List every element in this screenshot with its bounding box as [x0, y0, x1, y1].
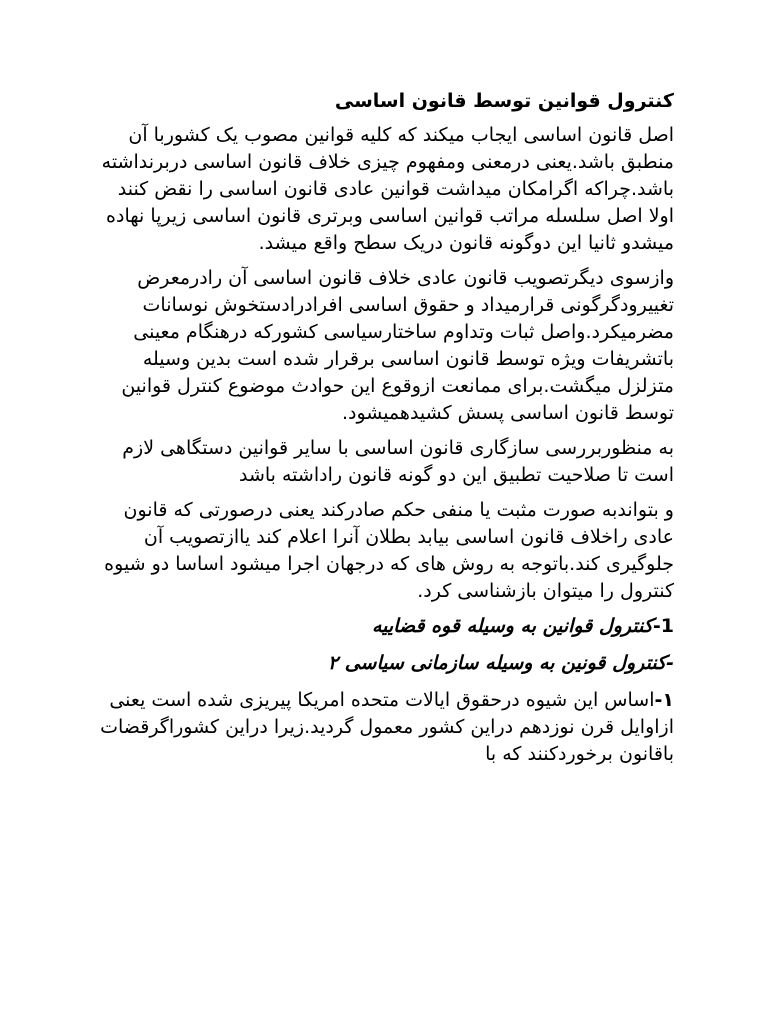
- paragraph-4: و بتواندبه صورت مثبت یا منفی حکم صادرکند یعنی درصورتی که قانون عادی راخلاف قانون اساسی بیابد بطلان آنرا اعلام کند یاازتصویب آن جلوگیری کند.باتوجه به روش های که درجهان اجرا میشود اساسا دو شیوه کنترول را میتوان بازشناسی کرد.: [104, 499, 674, 602]
- paragraph-5-text: اساس این شیوه درحقوق ایالات متحده امریکا پیریزی شده است یعنی ازاوایل قرن نوزدهم دراین کشور معمول گردید.زیرا دراین کشوراگرقضات باقانون برخوردکنند که با: [100, 689, 674, 765]
- section-heading-1-number: 1-: [652, 615, 674, 637]
- section-heading-1: [96, 613, 674, 640]
- paragraph-2: وازسوی دیگرتصویب قانون عادی خلاف قانون اساسی آن رادرمعرض تغییرودگرگونی قرارمیداد و حقوق اساسی افرادرادستخوش نوسانات مضرمیکرد.واصل ثبات وتداوم ساختارسیاسی کشورکه درهنگام معینی باتشریفات ویژه توسط قانون اساسی برقرار شده است بدین وسیله متزلزل میگشت.برای ممانعت ازوقوع این حوادث موضوع کنترل قوانین توسط قانون اساسی پسش کشیدهمیشود.: [121, 267, 674, 424]
- paragraph-5: [96, 687, 674, 768]
- document-page: [96, 86, 674, 776]
- paragraph-5-lead: ۱-: [654, 689, 674, 711]
- section-heading-1-text: کنترول قوانین به وسیله قوه قضاییه: [371, 615, 653, 637]
- paragraph-1: اصل قانون اساسی ایجاب میکند که کلیه قوانین مصوب یک کشوربا آن منطبق باشد.یعنی درمعنی ومفهوم چیزی خلاف قانون اساسی دربرنداشته باشد.چراکه اگرامکان میداشت قوانین عادی قانون اساسی را نقض کنند اولا اصل سلسله مراتب قوانین اساسی وبرتری قانون اساسی زیرپا نهاده میشدو ثانیا این دوگونه قانون دریک سطح واقع میشد.: [101, 124, 674, 254]
- section-heading-2: -کنترول قونین به وسیله سازمانی سیاسی ۲: [327, 652, 674, 674]
- document-title: کنترول قوانین توسط قانون اساسی: [334, 90, 674, 112]
- paragraph-3: به منظوربررسی سازگاری قانون اساسی با سایر قوانین دستگاهی لازم است تا صلاحیت تطبیق این دو گونه قانون راداشته باشد: [122, 437, 674, 486]
